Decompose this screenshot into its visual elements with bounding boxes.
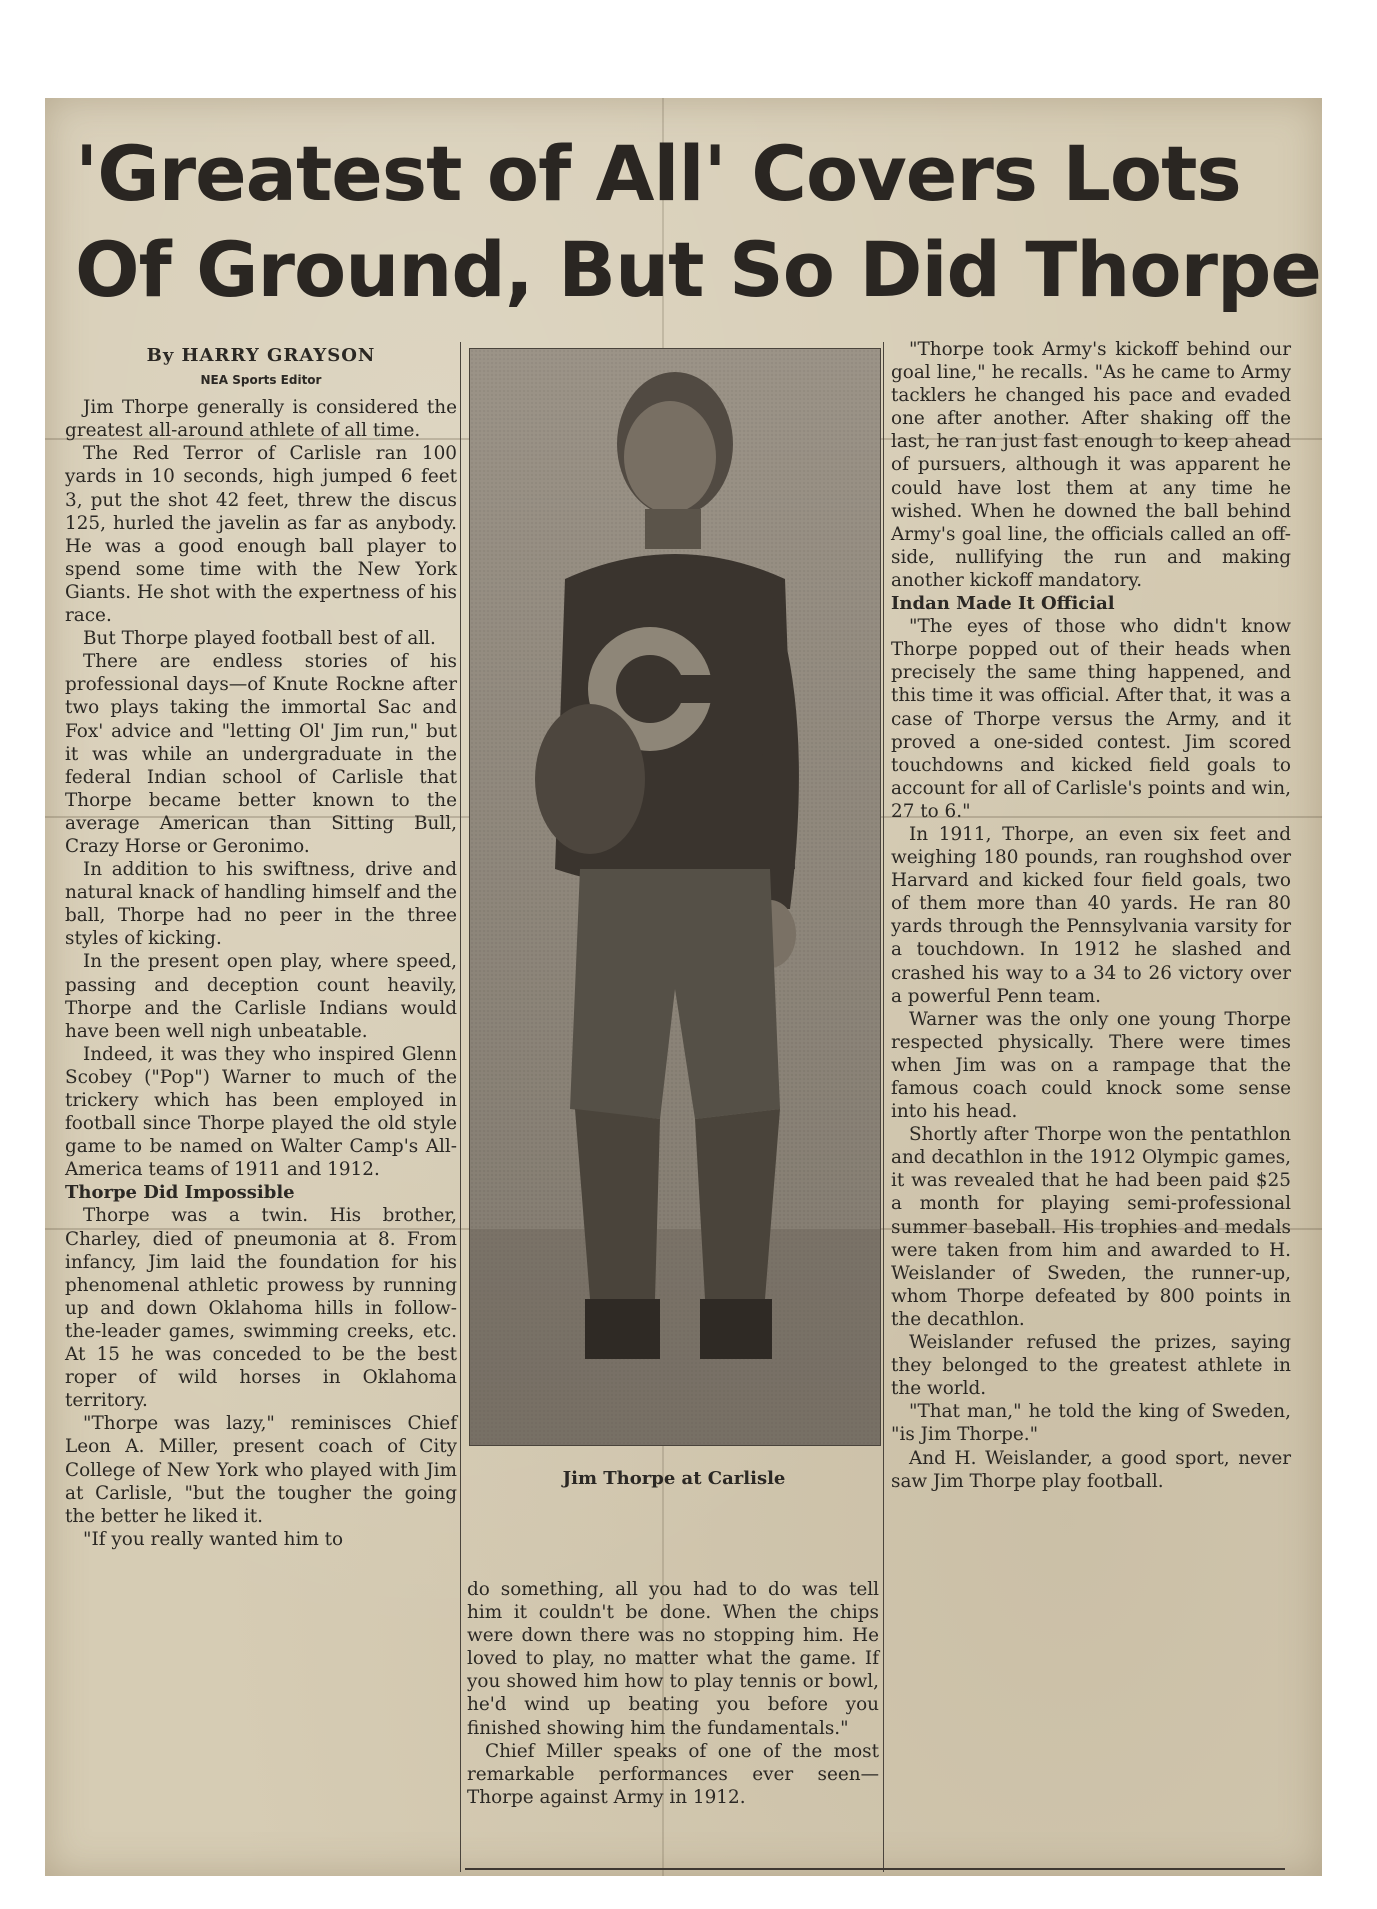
paragraph: Indeed, it was they who inspired Glenn Scobey ("Pop") Warner to much of the trickery which has been employed in football since Thorpe played the old style game to be named on Walter Camp's All-America teams of 1911 and 1912. <box>65 1043 457 1181</box>
byline-author: By HARRY GRAYSON <box>146 345 376 366</box>
paragraph: do something, all you had to do was tell him it couldn't be done. When the chips were down there was no stopping him. He loved to play, no matter what the game. If you showed him how to play tennis or bowl, he'd wind up beating you before you finished showing him the fundamentals." <box>467 1579 879 1739</box>
column-rule <box>883 342 884 1872</box>
paragraph: And H. Weislander, a good sport, never saw Jim Thorpe play football. <box>891 1447 1291 1492</box>
bottom-rule <box>465 1868 1285 1870</box>
paragraph: Jim Thorpe generally is considered the greatest all-around athlete of all time. <box>65 397 457 442</box>
paragraph: The Red Terror of Carlisle ran 100 yards in 10 seconds, high jumped 6 feet 3, put the shot 42 feet, threw the discus 125, hurled the javelin as far as anybody. He was a good enough ball player to spend some time with the New York Giants. He shot with the expertness of his race. <box>65 443 457 627</box>
paragraph: Shortly after Thorpe won the pentathlon and decathlon in the 1912 Olympic games, it was revealed that he had been paid $25 a month for playing semi-professional summer baseball. His trophies and medals were taken from him and awarded to H. Weislander of Sweden, the runner-up, whom Thorpe defeated by 800 points in the decathlon. <box>891 1124 1291 1330</box>
paragraph: Thorpe was a twin. His brother, Charley, died of pneumonia at 8. From infancy, Jim laid the foundation for his phenomenal athletic prowess by running up and down Oklahoma hills in follow-the-leader games, swimming creeks, etc. At 15 he was conceded to be the best roper of wild horses in Oklahoma territory. <box>65 1205 457 1412</box>
byline-title: NEA Sports Editor <box>200 373 322 388</box>
column-1 <box>65 344 457 1551</box>
subheading: Indan Made It Official <box>891 593 1115 615</box>
paragraph: There are endless stories of his professional days—of Knute Rockne after two plays taking the immortal Sac and Fox' advice and "letting Ol' Jim run," but it was while an undergraduate in the federal Indian school of Carlisle that Thorpe became better known to the average American than Sitting Bull, Crazy Horse or Geronimo. <box>65 651 457 857</box>
paragraph: In addition to his swiftness, drive and natural knack of handling himself and the ball, Thorpe had no peer in the three styles of kicking. <box>65 859 457 950</box>
column-2 <box>467 1578 879 1809</box>
photo-jim-thorpe <box>469 348 881 1446</box>
paragraph: "Thorpe was lazy," reminisces Chief Leon A. Miller, present coach of City College of New York who played with Jim at Carlisle, "but the tougher the going the better he liked it. <box>65 1413 457 1527</box>
paragraph: But Thorpe played football best of all. <box>83 628 436 650</box>
paragraph: "The eyes of those who didn't know Thorpe popped out of their heads when precisely the same thing happened, and this time it was official. After that, it was a case of Thorpe versus the Army, and it proved a one-sided contest. Jim scored touchdowns and kicked field goals to account for all of Carlisle's points and win, 27 to 6." <box>891 616 1291 822</box>
athlete-figure <box>470 349 880 1445</box>
headline <box>75 126 1321 318</box>
newspaper-clipping <box>45 98 1322 1876</box>
paragraph: Warner was the only one young Thorpe respected physically. There were times when Jim was on a rampage that the famous coach could knock some sense into his head. <box>891 1008 1291 1123</box>
paragraph: "Thorpe took Army's kickoff behind our goal line," he recalls. "As he came to Army tacklers he changed his pace and evaded one after another. After shaking off the last, he ran just fast enough to keep ahead of pursuers, although it was apparent he could have lost them at any time he wished. When he downed the ball behind Army's goal line, the officials called an off-side, nullifying the run and making another kickoff mandatory. <box>891 339 1291 591</box>
column-3 <box>891 338 1291 1493</box>
paragraph: In 1911, Thorpe, an even six feet and weighing 180 pounds, ran roughshod over Harvard and kicked four field goals, two of them more than 40 yards. He ran 80 yards through the Pennsylvania varsity for a touchdown. In 1912 he slashed and crashed his way to a 34 to 26 victory over a powerful Penn team. <box>891 823 1291 1007</box>
paragraph: Chief Miller speaks of one of the most remarkable performances ever seen—Thorpe against Army in 1912. <box>467 1740 879 1808</box>
subheading: Thorpe Did Impossible <box>65 1182 295 1204</box>
paragraph: In the present open play, where speed, passing and deception count heavily, Thorpe and the Carlisle Indians would have been well nigh unbeatable. <box>65 951 457 1042</box>
headline-line-2: Of Ground, But So Did Thorpe <box>75 225 1321 314</box>
headline-line-1: 'Greatest of All' Covers Lots <box>75 129 1241 218</box>
column-rule <box>460 342 461 1872</box>
photo-caption: Jim Thorpe at Carlisle <box>562 1468 786 1489</box>
paragraph: "If you really wanted him to <box>83 1528 344 1550</box>
paragraph: Weislander refused the prizes, saying they belonged to the greatest athlete in the world. <box>891 1332 1291 1400</box>
paragraph: "That man," he told the king of Sweden, "is Jim Thorpe." <box>891 1401 1291 1446</box>
